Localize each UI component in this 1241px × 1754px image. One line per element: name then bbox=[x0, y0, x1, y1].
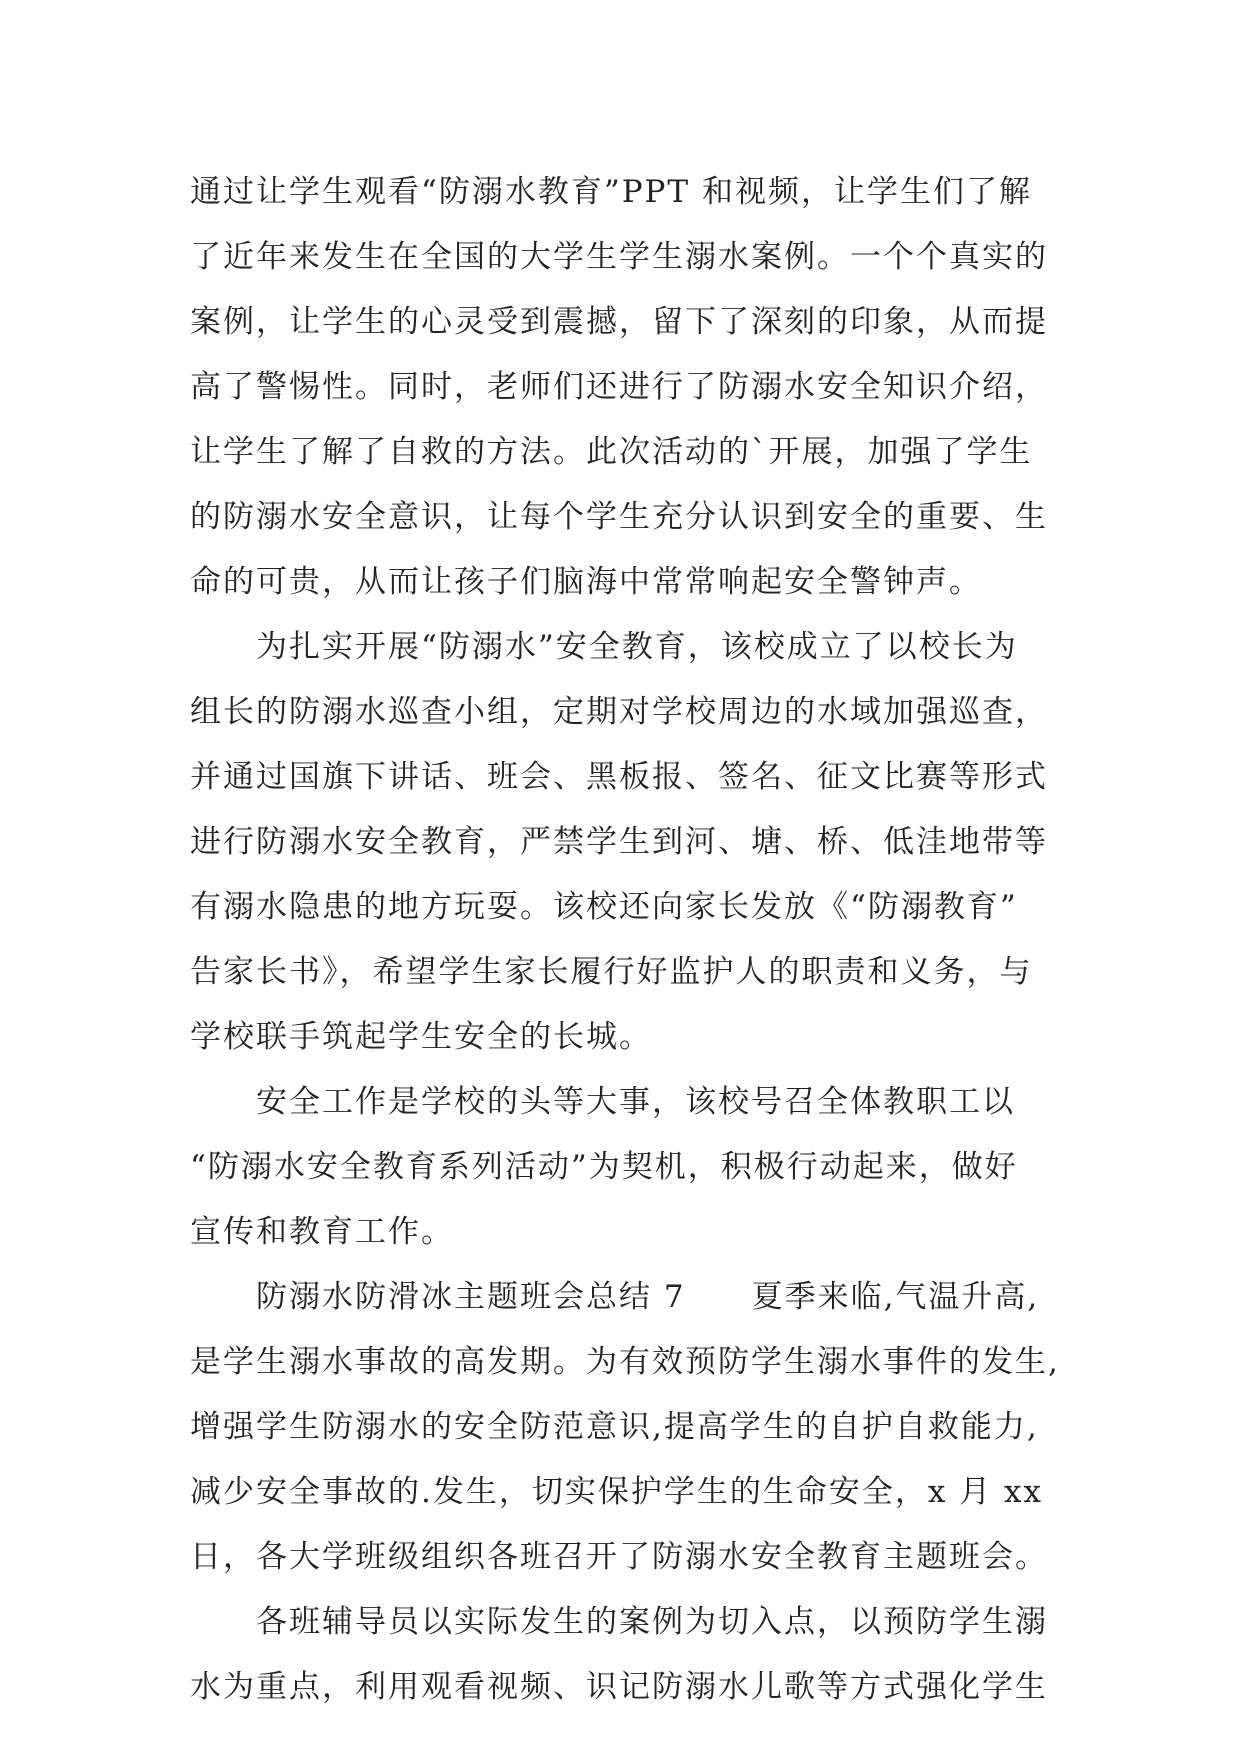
text-line: “防溺水安全教育系列活动”为契机，积极行动起来，做好 bbox=[190, 1149, 1018, 1185]
text-line: 组长的防溺水巡查小组，定期对学校周边的水域加强巡查， bbox=[190, 694, 1048, 730]
text-line: 并通过国旗下讲话、班会、黑板报、签名、征文比赛等形式 bbox=[190, 759, 1048, 795]
paragraph-start-line: 安全工作是学校的头等大事，该校号召全体教职工以 bbox=[256, 1084, 1015, 1120]
text-line: 通过让学生观看“防溺水教育”PPT 和视频，让学生们了解 bbox=[190, 174, 1032, 210]
section-heading-line: 防溺水防滑冰主题班会总结 7 夏季来临,气温升高, bbox=[256, 1279, 1040, 1315]
text-line: 进行防溺水安全教育，严禁学生到河、塘、桥、低洼地带等 bbox=[190, 824, 1048, 860]
text-line: 命的可贵，从而让孩子们脑海中常常响起安全警钟声。 bbox=[190, 564, 982, 600]
text-line: 宣传和教育工作。 bbox=[190, 1214, 454, 1250]
text-line: 是学生溺水事故的高发期。为有效预防学生溺水事件的发生, bbox=[190, 1344, 1060, 1380]
text-line: 的防溺水安全意识，让每个学生充分认识到安全的重要、生 bbox=[190, 499, 1048, 535]
text-line: 有溺水隐患的地方玩耍。该校还向家长发放《“防溺教育” bbox=[190, 889, 1018, 925]
text-line: 日，各大学班级组织各班召开了防溺水安全教育主题班会。 bbox=[190, 1539, 1048, 1575]
text-line: 高了警惕性。同时，老师们还进行了防溺水安全知识介绍， bbox=[190, 369, 1048, 405]
text-line: 水为重点，利用观看视频、识记防溺水儿歌等方式强化学生 bbox=[190, 1669, 1048, 1705]
text-line: 案例，让学生的心灵受到震撼，留下了深刻的印象，从而提 bbox=[190, 304, 1048, 340]
text-line: 了近年来发生在全国的大学生学生溺水案例。一个个真实的 bbox=[190, 239, 1048, 275]
text-line: 告家长书》，希望学生家长履行好监护人的职责和义务，与 bbox=[190, 954, 1033, 990]
text-line: 学校联手筑起学生安全的长城。 bbox=[190, 1019, 652, 1055]
document-body bbox=[190, 160, 1090, 1720]
paragraph-start-line: 为扎实开展“防溺水”安全教育，该校成立了以校长为 bbox=[256, 629, 1018, 665]
paragraph-start-line: 各班辅导员以实际发生的案例为切入点，以预防学生溺 bbox=[256, 1604, 1048, 1640]
text-line: 让学生了解了自救的方法。此次活动的`开展，加强了学生 bbox=[190, 434, 1033, 470]
text-line: 减少安全事故的.发生，切实保护学生的生命安全，x 月 xx bbox=[190, 1474, 1044, 1510]
text-line: 增强学生防溺水的安全防范意识,提高学生的自护自救能力, bbox=[190, 1409, 1039, 1445]
